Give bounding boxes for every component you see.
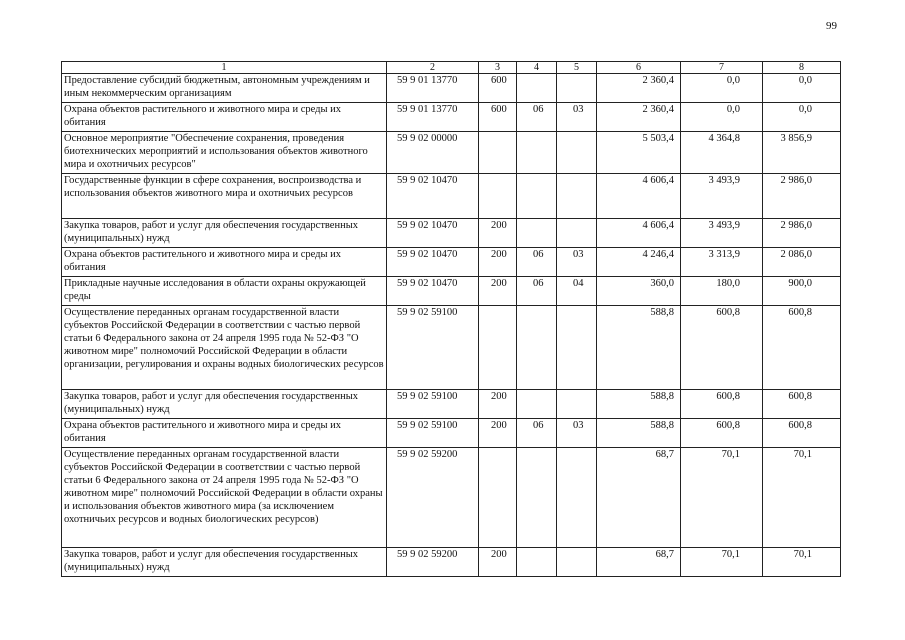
row-amount-1-cell: 5 503,4 — [597, 132, 681, 174]
row-amount-1-cell: 588,8 — [597, 419, 681, 448]
row-amount-3-cell: 0,0 — [763, 74, 841, 103]
row-subsection-cell — [557, 306, 597, 390]
row-name-cell: Закупка товаров, работ и услуг для обеспечения государственных (муниципальных) нужд — [62, 219, 387, 248]
row-expense-type-cell — [479, 132, 517, 174]
table-row — [62, 219, 841, 248]
row-subsection-cell — [557, 390, 597, 419]
row-code-cell: 59 9 02 00000 — [387, 132, 479, 174]
row-subsection-cell — [557, 174, 597, 219]
row-expense-type-cell: 200 — [479, 548, 517, 577]
row-name-cell: Закупка товаров, работ и услуг для обеспечения государственных (муниципальных) нужд — [62, 548, 387, 577]
row-name-cell: Охрана объектов растительного и животного мира и среды их обитания — [62, 419, 387, 448]
row-amount-1-cell: 4 606,4 — [597, 174, 681, 219]
row-amount-3-cell: 600,8 — [763, 390, 841, 419]
header-row — [62, 62, 841, 74]
table-row — [62, 419, 841, 448]
table-row — [62, 548, 841, 577]
row-amount-1-cell: 588,8 — [597, 306, 681, 390]
row-name-cell: Предоставление субсидий бюджетным, автономным учреждениям и иным некоммерческим организациям — [62, 74, 387, 103]
row-name-cell: Закупка товаров, работ и услуг для обеспечения государственных (муниципальных) нужд — [62, 390, 387, 419]
row-amount-3-cell: 900,0 — [763, 277, 841, 306]
column-header: 7 — [681, 62, 763, 74]
budget-table — [61, 61, 841, 577]
row-code-cell: 59 9 02 59200 — [387, 548, 479, 577]
row-expense-type-cell: 200 — [479, 248, 517, 277]
row-amount-1-cell: 2 360,4 — [597, 103, 681, 132]
row-subsection-cell: 03 — [557, 103, 597, 132]
row-section-cell: 06 — [517, 419, 557, 448]
row-section-cell: 06 — [517, 248, 557, 277]
table-row — [62, 74, 841, 103]
row-expense-type-cell — [479, 306, 517, 390]
row-expense-type-cell: 200 — [479, 219, 517, 248]
row-name-cell: Государственные функции в сфере сохранения, воспроизводства и использования объектов животного мира и охотничьих ресурсов — [62, 174, 387, 219]
row-amount-2-cell: 3 493,9 — [681, 219, 763, 248]
row-subsection-cell: 04 — [557, 277, 597, 306]
row-amount-2-cell: 600,8 — [681, 419, 763, 448]
row-amount-1-cell: 68,7 — [597, 548, 681, 577]
row-expense-type-cell: 600 — [479, 74, 517, 103]
column-header: 5 — [557, 62, 597, 74]
row-code-cell: 59 9 02 10470 — [387, 277, 479, 306]
row-amount-2-cell: 0,0 — [681, 103, 763, 132]
row-expense-type-cell: 600 — [479, 103, 517, 132]
row-section-cell: 06 — [517, 103, 557, 132]
row-subsection-cell: 03 — [557, 419, 597, 448]
page-number: 99 — [826, 20, 837, 32]
row-section-cell — [517, 548, 557, 577]
row-code-cell: 59 9 02 59100 — [387, 306, 479, 390]
row-section-cell — [517, 390, 557, 419]
row-amount-3-cell: 2 086,0 — [763, 248, 841, 277]
row-amount-1-cell: 4 246,4 — [597, 248, 681, 277]
row-amount-3-cell: 2 986,0 — [763, 174, 841, 219]
row-section-cell — [517, 219, 557, 248]
row-subsection-cell — [557, 74, 597, 103]
row-expense-type-cell — [479, 174, 517, 219]
row-amount-1-cell: 2 360,4 — [597, 74, 681, 103]
row-amount-2-cell: 600,8 — [681, 306, 763, 390]
row-section-cell: 06 — [517, 277, 557, 306]
table-row — [62, 448, 841, 548]
table-row — [62, 248, 841, 277]
row-amount-2-cell: 4 364,8 — [681, 132, 763, 174]
row-expense-type-cell: 200 — [479, 277, 517, 306]
row-expense-type-cell: 200 — [479, 419, 517, 448]
table-row — [62, 132, 841, 174]
column-header: 2 — [387, 62, 479, 74]
row-subsection-cell — [557, 219, 597, 248]
table-row — [62, 390, 841, 419]
row-code-cell: 59 9 02 59100 — [387, 390, 479, 419]
row-code-cell: 59 9 02 10470 — [387, 248, 479, 277]
row-amount-1-cell: 360,0 — [597, 277, 681, 306]
row-name-cell: Прикладные научные исследования в области охраны окружающей среды — [62, 277, 387, 306]
column-header: 4 — [517, 62, 557, 74]
row-amount-1-cell: 588,8 — [597, 390, 681, 419]
row-section-cell — [517, 74, 557, 103]
row-section-cell — [517, 306, 557, 390]
row-amount-2-cell: 70,1 — [681, 548, 763, 577]
row-amount-3-cell: 70,1 — [763, 548, 841, 577]
row-expense-type-cell — [479, 448, 517, 548]
row-code-cell: 59 9 02 10470 — [387, 174, 479, 219]
row-amount-2-cell: 70,1 — [681, 448, 763, 548]
row-code-cell: 59 9 01 13770 — [387, 74, 479, 103]
row-name-cell: Основное мероприятие "Обеспечение сохранения, проведения биотехнических мероприятий и использования объектов животного мира и охотничьих ресурсов" — [62, 132, 387, 174]
row-amount-1-cell: 68,7 — [597, 448, 681, 548]
row-amount-2-cell: 0,0 — [681, 74, 763, 103]
row-amount-2-cell: 600,8 — [681, 390, 763, 419]
row-section-cell — [517, 448, 557, 548]
row-amount-3-cell: 600,8 — [763, 419, 841, 448]
column-header: 8 — [763, 62, 841, 74]
row-subsection-cell — [557, 548, 597, 577]
row-amount-2-cell: 3 493,9 — [681, 174, 763, 219]
row-name-cell: Охрана объектов растительного и животного мира и среды их обитания — [62, 103, 387, 132]
row-amount-3-cell: 0,0 — [763, 103, 841, 132]
table-row — [62, 174, 841, 219]
row-subsection-cell: 03 — [557, 248, 597, 277]
row-amount-3-cell: 3 856,9 — [763, 132, 841, 174]
row-code-cell: 59 9 01 13770 — [387, 103, 479, 132]
row-amount-2-cell: 180,0 — [681, 277, 763, 306]
row-name-cell: Охрана объектов растительного и животного мира и среды их обитания — [62, 248, 387, 277]
row-section-cell — [517, 174, 557, 219]
row-amount-3-cell: 70,1 — [763, 448, 841, 548]
row-code-cell: 59 9 02 10470 — [387, 219, 479, 248]
row-code-cell: 59 9 02 59200 — [387, 448, 479, 548]
row-section-cell — [517, 132, 557, 174]
row-name-cell: Осуществление переданных органам государственной власти субъектов Российской Федерации в соответствии с частью первой статьи 6 Федерального закона от 24 апреля 1995 года № 52-ФЗ "О животном мире" полномочий Российской Федерации в области организации, регулирования и охраны водных биологических ресурсов — [62, 306, 387, 390]
row-amount-1-cell: 4 606,4 — [597, 219, 681, 248]
table-row — [62, 277, 841, 306]
row-name-cell: Осуществление переданных органам государственной власти субъектов Российской Федерации в соответствии с частью первой статьи 6 Федерального закона от 24 апреля 1995 года № 52-ФЗ "О животном мире" полномочий Российской Федерации в области охраны и использования объектов животного мира (за исключением охотничьих ресурсов и водных биологических ресурсов) — [62, 448, 387, 548]
row-expense-type-cell: 200 — [479, 390, 517, 419]
column-header: 6 — [597, 62, 681, 74]
table-row — [62, 306, 841, 390]
row-subsection-cell — [557, 132, 597, 174]
table-row — [62, 103, 841, 132]
row-subsection-cell — [557, 448, 597, 548]
column-header: 3 — [479, 62, 517, 74]
row-code-cell: 59 9 02 59100 — [387, 419, 479, 448]
row-amount-3-cell: 2 986,0 — [763, 219, 841, 248]
column-header: 1 — [62, 62, 387, 74]
row-amount-3-cell: 600,8 — [763, 306, 841, 390]
row-amount-2-cell: 3 313,9 — [681, 248, 763, 277]
